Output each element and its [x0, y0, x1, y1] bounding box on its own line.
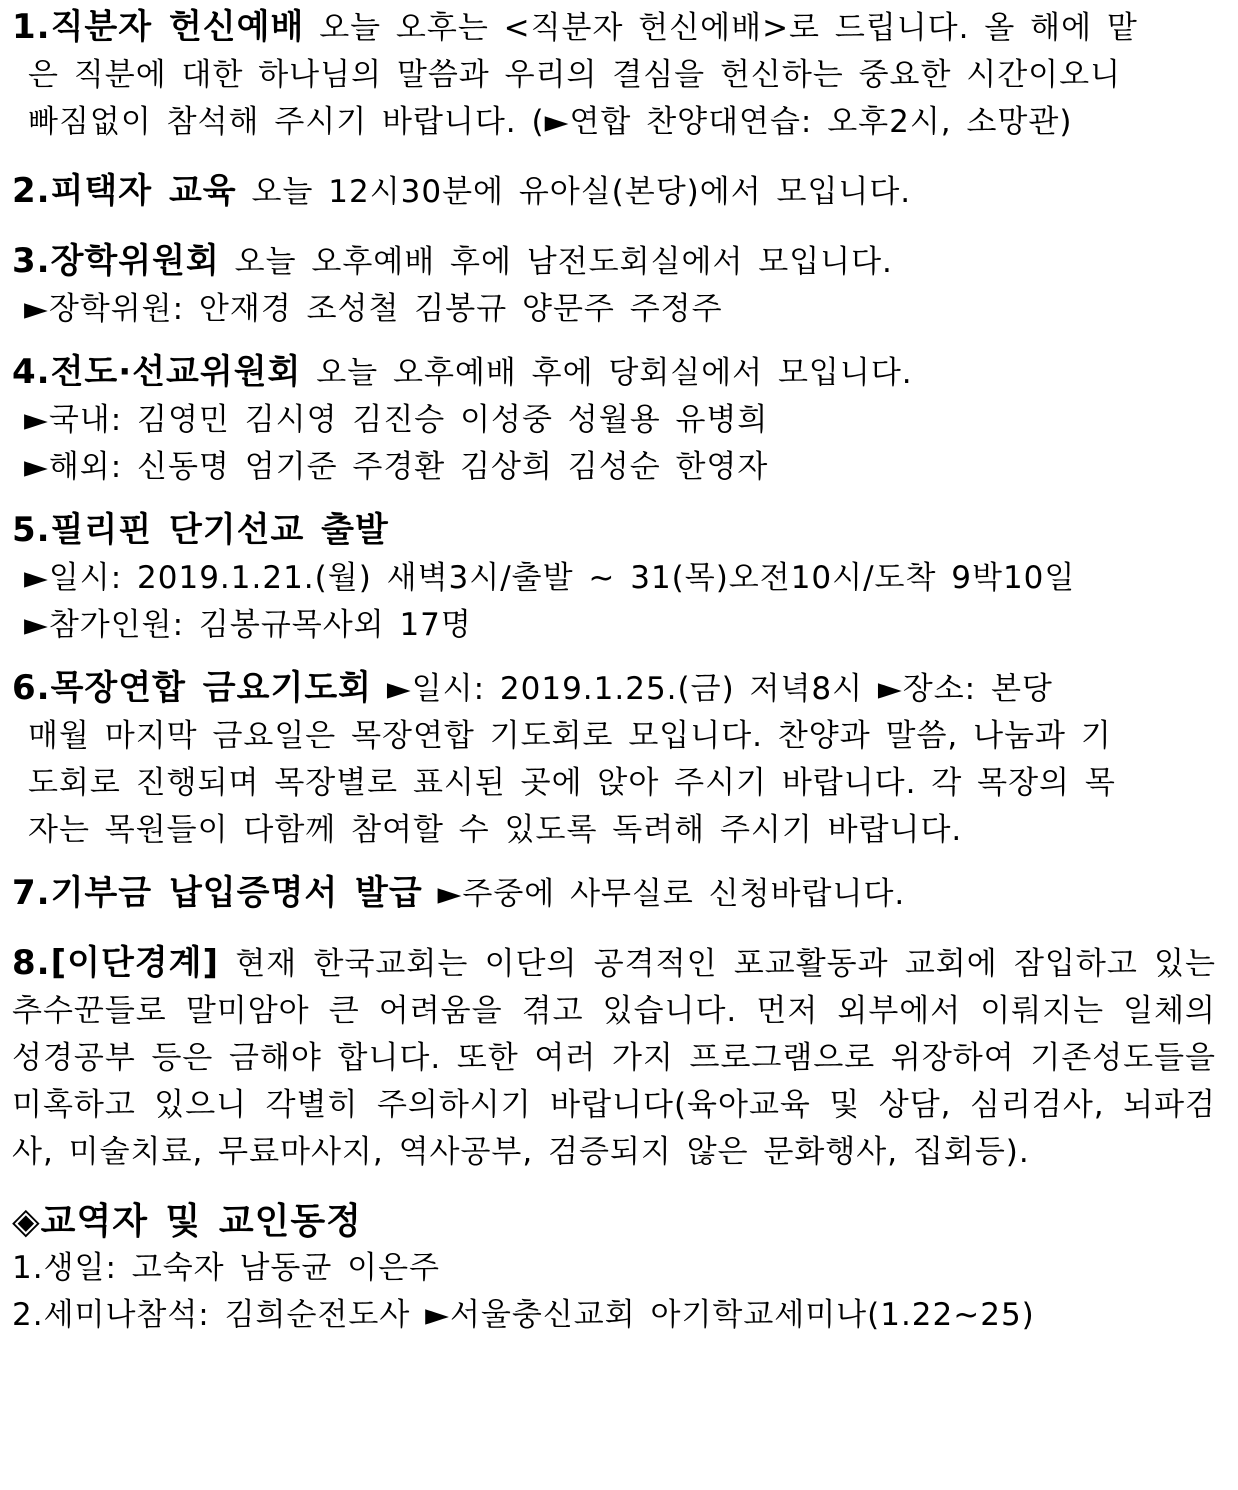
item-1-first-line	[12, 4, 1216, 52]
item-6	[12, 665, 1216, 854]
item-text: 현재 한국교회는 이단의 공격적인 포교활동과 교회에 잠입하고 있는 추수꾼들로 말미암아 큰 어려움을 겪고 있습니다. 먼저 외부에서 이뤄지는 일체의 성경공부 등은 금해야 합니다. 또한 여러 가지 프로그램으로 위장하여 기존성도들을 미혹하고 있으니 각별히 주의하시기 바랍니다(육아교육 및 상담, 심리검사, 뇌파검사, 미술치료, 무료마사지, 역사공부, 검증되지 않은 문화행사, 집회등).	[12, 946, 1216, 1170]
item-title: 1.직분자 헌신예배	[12, 7, 305, 47]
item-text: ►주중에 사무실로 신청바랍니다.	[437, 876, 906, 912]
item-title: 7.기부금 납입증명서 발급	[12, 873, 423, 913]
item-title: 5.필리핀 단기선교 출발	[12, 510, 389, 550]
item-detail: ►참가인원: 김봉규목사외 17명	[24, 607, 472, 643]
item-text: 오늘 오후는 <직분자 헌신에배>로 드립니다. 올 해에 맡	[319, 10, 1138, 46]
people-news	[12, 1198, 1216, 1339]
item-text: 빠짐없이 참석해 주시기 바랍니다. (►연합 찬양대연습: 오후2시, 소망관)	[28, 104, 1073, 140]
item-title: 4.전도·선교위원회	[12, 352, 302, 392]
item-text: 도회로 진행되며 목장별로 표시된 곳에 앉아 주시기 바랍니다. 각 목장의 목	[28, 765, 1116, 801]
item-3	[12, 238, 1216, 333]
item-title: 6.목장연합 금요기도회	[12, 668, 373, 708]
item-title: 8.[이단경계]	[12, 943, 220, 983]
item-detail: ►장학위원: 안재경 조성철 김봉규 양문주 주정주	[24, 291, 723, 327]
item-5-line	[12, 507, 1216, 555]
item-text: 자는 목원들이 다함께 참여할 수 있도록 독려해 주시기 바랍니다.	[28, 812, 963, 848]
section-heading: ◈교역자 및 교인동정	[12, 1201, 362, 1242]
item-title: 3.장학위원회	[12, 241, 220, 281]
item-8	[12, 940, 1216, 1176]
item-text: 은 직분에 대한 하나님의 말씀과 우리의 결심을 헌신하는 중요한 시간이오니	[28, 57, 1122, 93]
people-line: 2.세미나참석: 김희순전도사 ►서울충신교회 아기학교세미나(1.22~25)	[12, 1297, 1035, 1333]
item-text: 매월 마지막 금요일은 목장연합 기도회로 모입니다. 찬양과 말씀, 나눔과 기	[28, 718, 1112, 754]
item-4-line	[12, 349, 1216, 397]
item-detail: ►해외: 신동명 엄기준 주경환 김상희 김성순 한영자	[24, 449, 769, 485]
item-7	[12, 870, 1216, 918]
item-text: ►일시: 2019.1.25.(금) 저녁8시 ►장소: 본당	[386, 671, 1053, 707]
item-2	[12, 168, 1216, 216]
item-8-paragraph	[12, 940, 1216, 1176]
item-3-line	[12, 238, 1216, 286]
item-1	[12, 4, 1216, 146]
item-5	[12, 507, 1216, 649]
item-title: 2.피택자 교육	[12, 171, 237, 211]
people-line: 1.생일: 고숙자 남동균 이은주	[12, 1250, 440, 1286]
item-text: 오늘 오후예배 후에 남전도회실에서 모입니다.	[234, 244, 893, 280]
item-4	[12, 349, 1216, 491]
item-2-line	[12, 168, 1216, 216]
item-detail: ►일시: 2019.1.21.(월) 새벽3시/출발 ~ 31(목)오전10시/도착 9박10일	[24, 560, 1076, 596]
item-6-line	[12, 665, 1216, 713]
item-detail: ►국내: 김영민 김시영 김진승 이성중 성월용 유병희	[24, 402, 769, 438]
item-7-line	[12, 870, 1216, 918]
item-text: 오늘 12시30분에 유아실(본당)에서 모입니다.	[251, 174, 912, 210]
item-text: 오늘 오후예배 후에 당회실에서 모입니다.	[316, 355, 913, 391]
